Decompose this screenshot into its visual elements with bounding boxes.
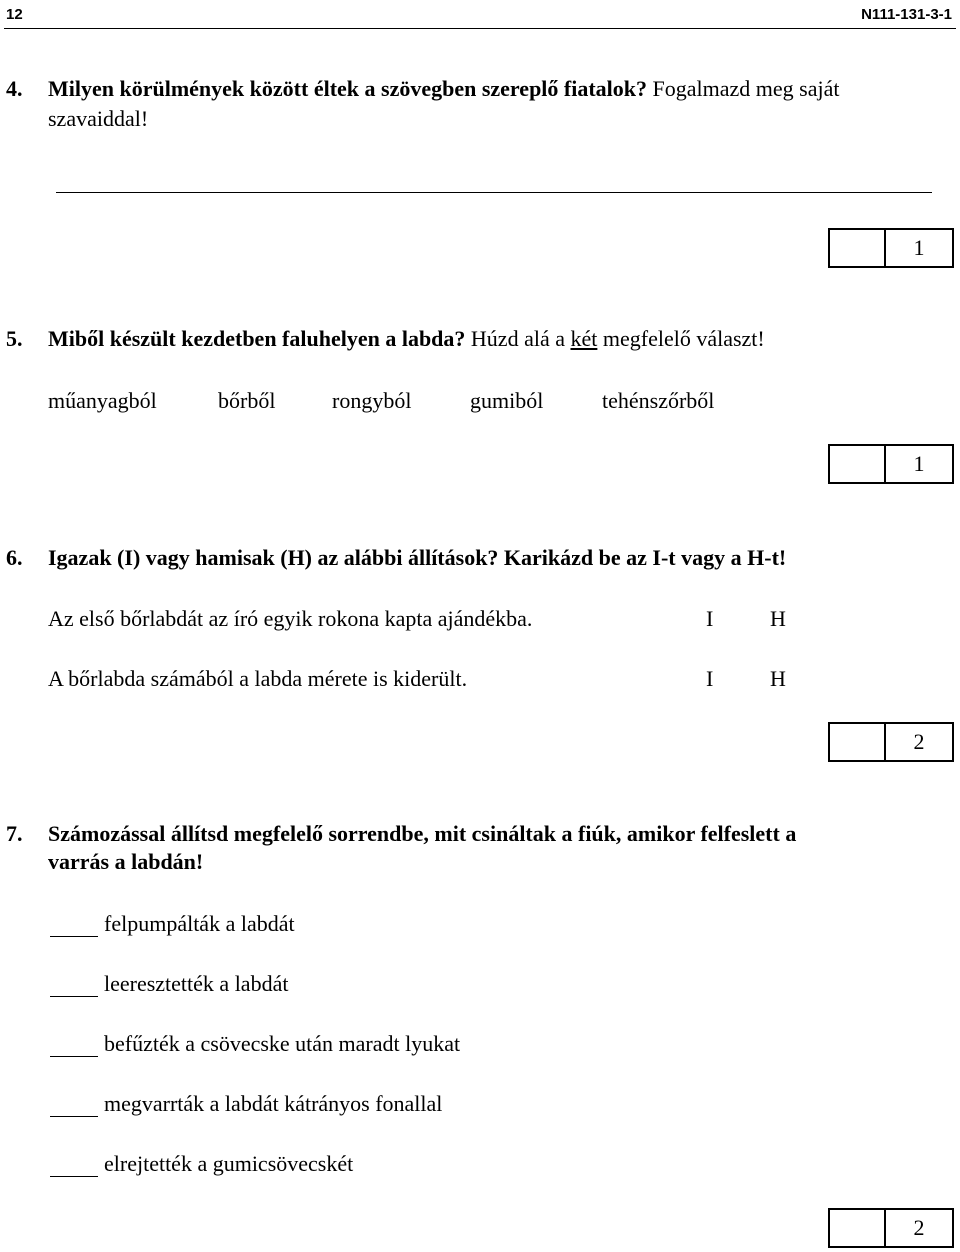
q4-normal-text: Fogalmazd meg saját xyxy=(647,76,840,101)
q5-option[interactable]: rongyból xyxy=(332,388,412,413)
q6-points: 2 xyxy=(913,729,925,754)
q7-order-blank[interactable] xyxy=(50,1056,98,1057)
q5-option[interactable]: gumiból xyxy=(470,388,544,413)
q4-number: 4. xyxy=(6,76,23,101)
q5-option[interactable]: bőrből xyxy=(218,388,276,413)
q5-score-cell[interactable] xyxy=(830,446,886,482)
q7-order-blank[interactable] xyxy=(50,936,98,937)
q6-score-cell[interactable] xyxy=(830,724,886,760)
q7-prompt-line2: varrás a labdán! xyxy=(48,849,204,874)
q6-prompt: Igazak (I) vagy hamisak (H) az alábbi állítások? Karikázd be az I-t vagy a H-t! xyxy=(48,545,787,570)
q7-points: 2 xyxy=(913,1215,925,1240)
q4-score-box xyxy=(828,228,954,268)
q5-bold-text: Miből készült kezdetben faluhelyen a labda? xyxy=(48,326,466,351)
q5-instr-pre: Húzd alá a xyxy=(465,326,571,351)
header-rule xyxy=(4,28,956,29)
q5-option[interactable]: tehénszőrből xyxy=(602,388,715,413)
q7-item: elrejtették a gumicsövecskét xyxy=(104,1151,354,1176)
q5-prompt xyxy=(48,326,765,352)
page-number: 12 xyxy=(6,6,23,23)
q5-option[interactable]: műanyagból xyxy=(48,388,157,413)
q4-bold-text: Milyen körülmények között éltek a szövegben szereplő fiatalok? xyxy=(48,76,648,101)
q4-prompt xyxy=(48,76,839,102)
q6-number: 6. xyxy=(6,545,23,570)
q4-points: 1 xyxy=(913,235,925,260)
q6-score-box xyxy=(828,722,954,762)
q7-number: 7. xyxy=(6,821,23,846)
q6-statement-2: A bőrlabda számából a labda mérete is kiderült. xyxy=(48,666,468,691)
q7-item: leeresztették a labdát xyxy=(104,971,289,996)
q7-item: felpumpálták a labdát xyxy=(104,911,295,936)
q7-order-blank[interactable] xyxy=(50,996,98,997)
q7-score-box xyxy=(828,1208,954,1248)
q6-statement-2-false-option[interactable]: H xyxy=(770,666,786,691)
q6-statement-1: Az első bőrlabdát az író egyik rokona kapta ajándékba. xyxy=(48,606,533,631)
document-code: N111-131-3-1 xyxy=(861,6,952,23)
q5-points: 1 xyxy=(913,451,925,476)
q4-score-cell[interactable] xyxy=(830,230,886,266)
q7-item: befűzték a csövecske után maradt lyukat xyxy=(104,1031,461,1056)
q7-order-blank[interactable] xyxy=(50,1116,98,1117)
q6-statement-1-true-option[interactable]: I xyxy=(706,606,714,631)
q5-instr-underlined: két xyxy=(570,326,598,351)
q5-score-box xyxy=(828,444,954,484)
q7-score-cell[interactable] xyxy=(830,1210,886,1246)
q4-prompt-line2: szavaiddal! xyxy=(48,106,149,131)
q6-statement-2-true-option[interactable]: I xyxy=(706,666,714,691)
q7-item: megvarrták a labdát kátrányos fonallal xyxy=(104,1091,443,1116)
q4-answer-line[interactable] xyxy=(56,192,932,193)
q5-instr-post: megfelelő választ! xyxy=(597,326,765,351)
q5-number: 5. xyxy=(6,326,23,351)
q7-prompt-line1: Számozással állítsd megfelelő sorrendbe, mit csináltak a fiúk, amikor felfeslett a xyxy=(48,821,797,846)
q7-order-blank[interactable] xyxy=(50,1176,98,1177)
q6-statement-1-false-option[interactable]: H xyxy=(770,606,786,631)
